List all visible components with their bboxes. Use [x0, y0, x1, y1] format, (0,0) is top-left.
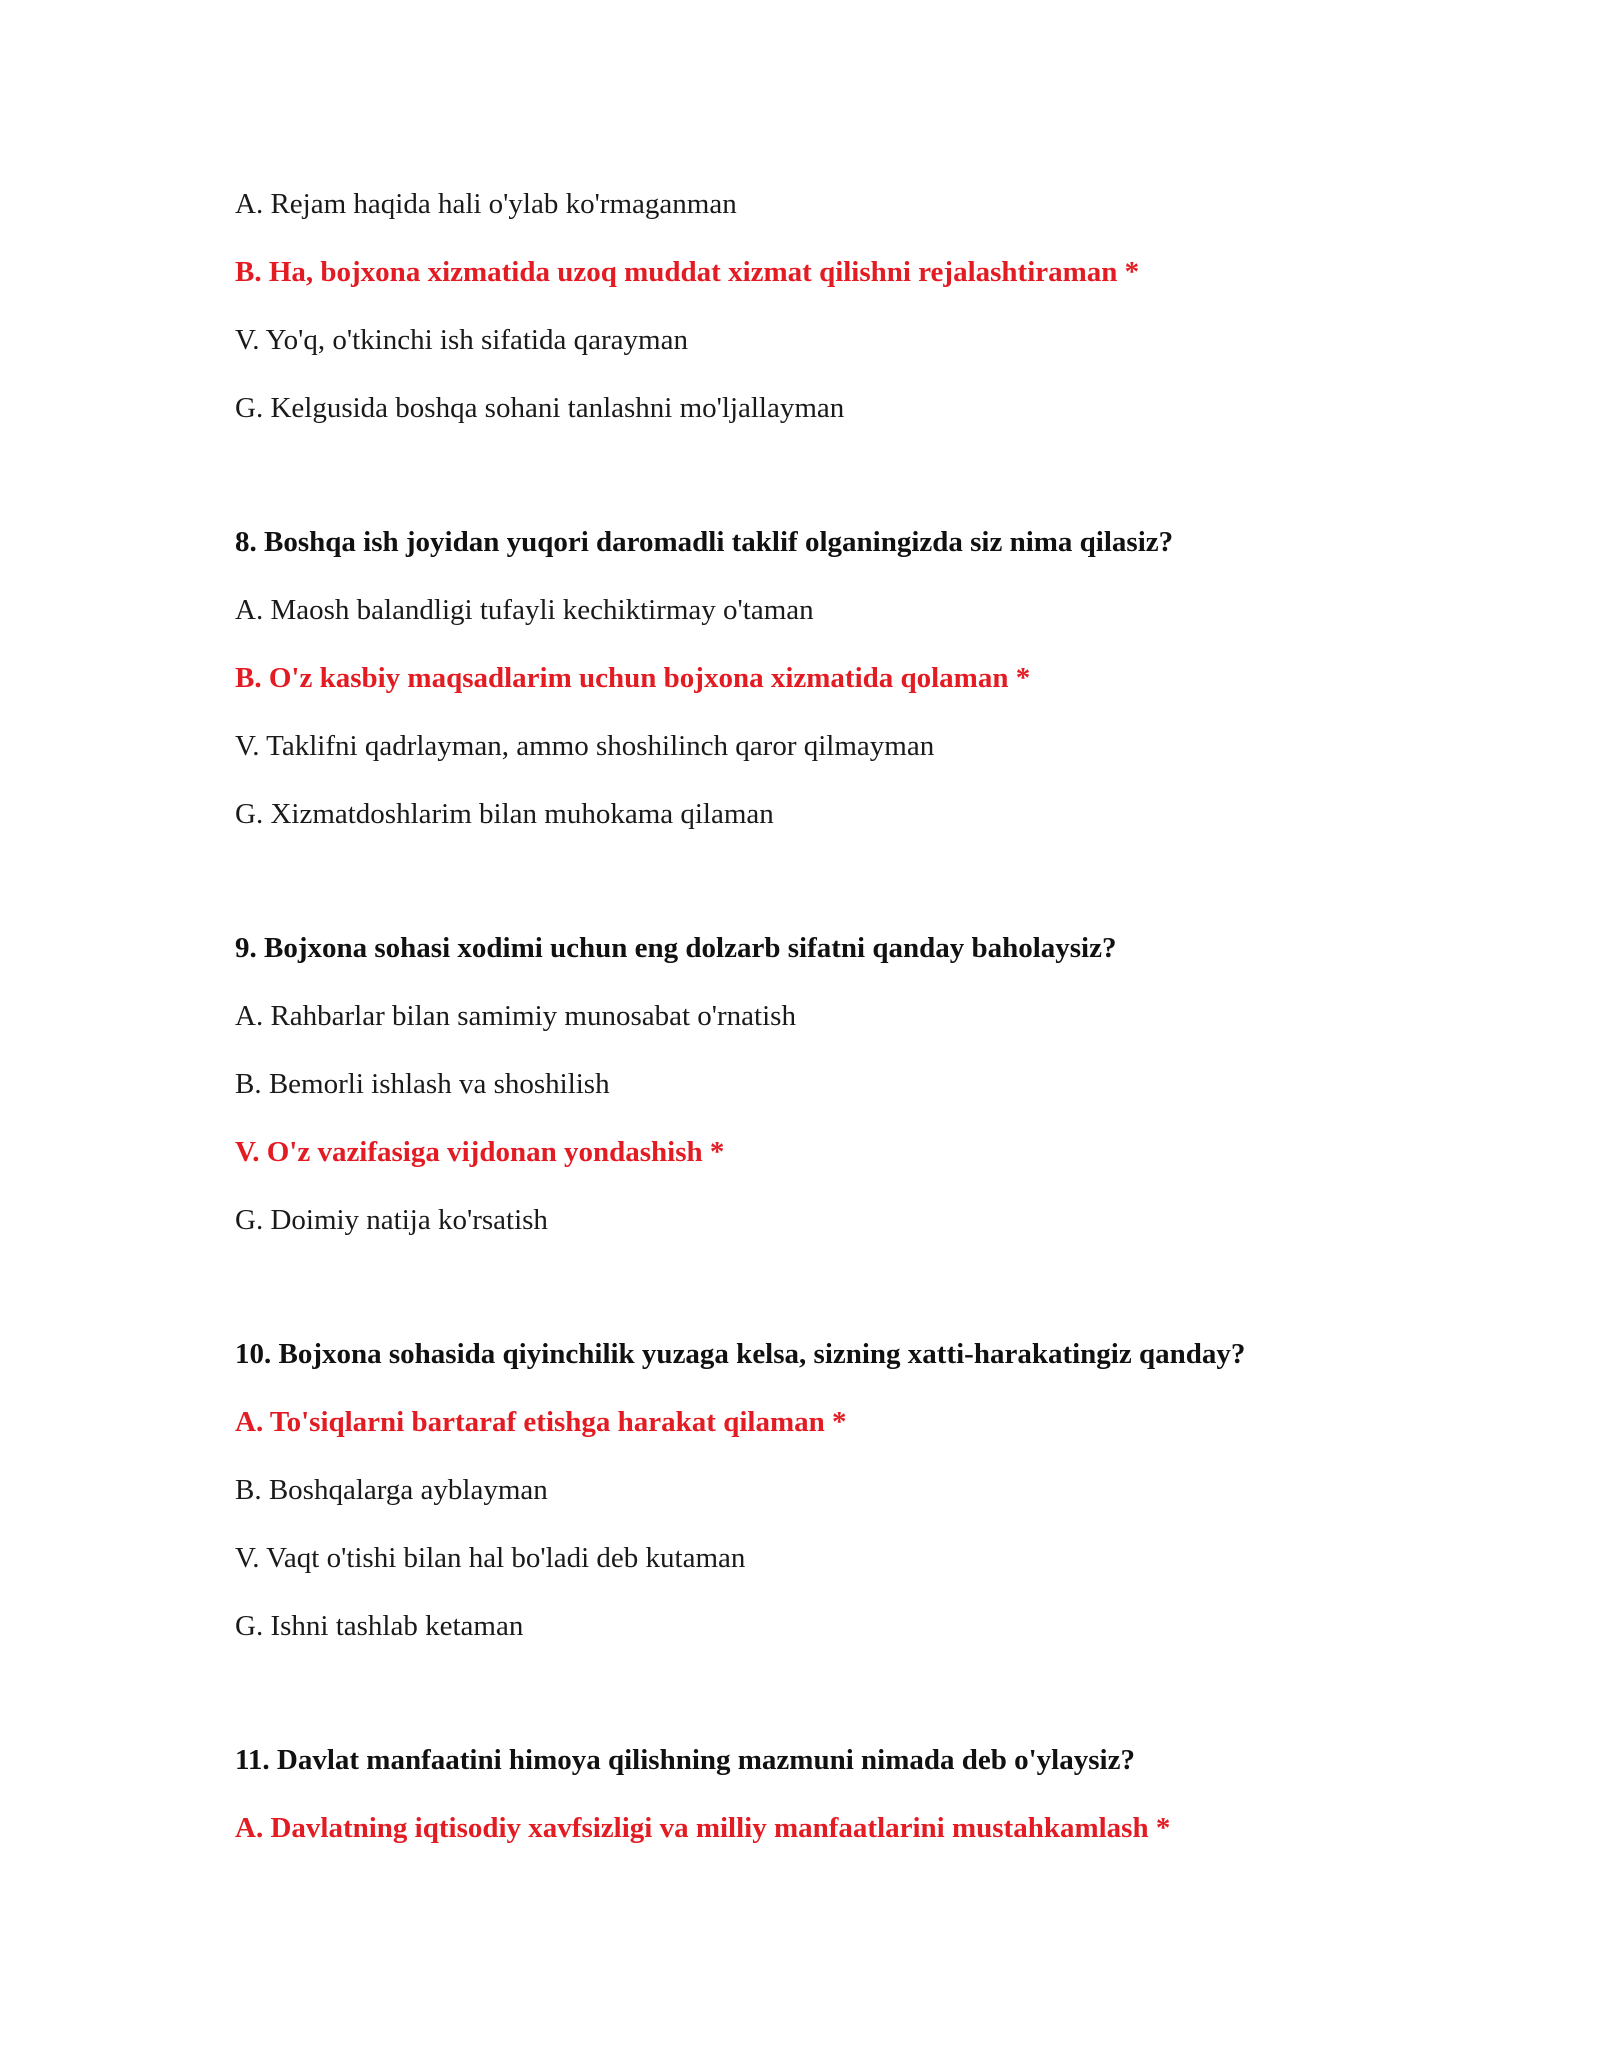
option-11-a-correct: A. Davlatning iqtisodiy xavfsizligi va milliy manfaatlarini mustahkamlash * — [235, 1812, 1171, 1844]
block-spacer — [235, 864, 1395, 930]
option-9-b: B. Bemorli ishlash va shoshilish — [235, 1068, 610, 1100]
option-7-b-correct: B. Ha, bojxona xizmatida uzoq muddat xizmat qilishni rejalashtiraman * — [235, 256, 1140, 288]
question-block-8 — [235, 524, 1395, 832]
block-spacer — [235, 458, 1395, 524]
option-9-g: G. Doimiy natija ko'rsatish — [235, 1204, 548, 1236]
option-8-b-correct: B. O'z kasbiy maqsadlarim uchun bojxona xizmatida qolaman * — [235, 662, 1031, 694]
question-block-9 — [235, 930, 1395, 1238]
quiz-content — [235, 186, 1395, 1878]
option-7-v: V. Yo'q, o'tkinchi ish sifatida qarayman — [235, 324, 688, 356]
option-8-g: G. Xizmatdoshlarim bilan muhokama qilaman — [235, 798, 774, 830]
option-8-v: V. Taklifni qadrlayman, ammo shoshilinch qaror qilmayman — [235, 730, 935, 762]
option-10-g: G. Ishni tashlab ketaman — [235, 1610, 524, 1642]
block-spacer — [235, 1270, 1395, 1336]
option-9-v-correct: V. O'z vazifasiga vijdonan yondashish * — [235, 1136, 725, 1168]
option-10-a-correct: A. To'siqlarni bartaraf etishga harakat qilaman * — [235, 1406, 847, 1438]
question-block-10 — [235, 1336, 1395, 1644]
option-8-a: A. Maosh balandligi tufayli kechiktirmay o'taman — [235, 594, 814, 626]
block-spacer — [235, 1676, 1395, 1742]
option-7-a: A. Rejam haqida hali o'ylab ko'rmaganman — [235, 188, 737, 220]
question-block-7 — [235, 186, 1395, 426]
option-7-g: G. Kelgusida boshqa sohani tanlashni mo'ljallayman — [235, 392, 845, 424]
option-10-v: V. Vaqt o'tishi bilan hal bo'ladi deb kutaman — [235, 1542, 746, 1574]
question-11-text: 11. Davlat manfaatini himoya qilishning mazmuni nimada deb o'ylaysiz? — [235, 1744, 1135, 1776]
question-10-text: 10. Bojxona sohasida qiyinchilik yuzaga kelsa, sizning xatti-harakatingiz qanday? — [235, 1338, 1246, 1370]
question-block-11 — [235, 1742, 1395, 1846]
option-9-a: A. Rahbarlar bilan samimiy munosabat o'rnatish — [235, 1000, 796, 1032]
option-10-b: B. Boshqalarga ayblayman — [235, 1474, 548, 1506]
question-9-text: 9. Bojxona sohasi xodimi uchun eng dolzarb sifatni qanday baholaysiz? — [235, 932, 1117, 964]
question-8-text: 8. Boshqa ish joyidan yuqori daromadli taklif olganingizda siz nima qilasiz? — [235, 526, 1174, 558]
